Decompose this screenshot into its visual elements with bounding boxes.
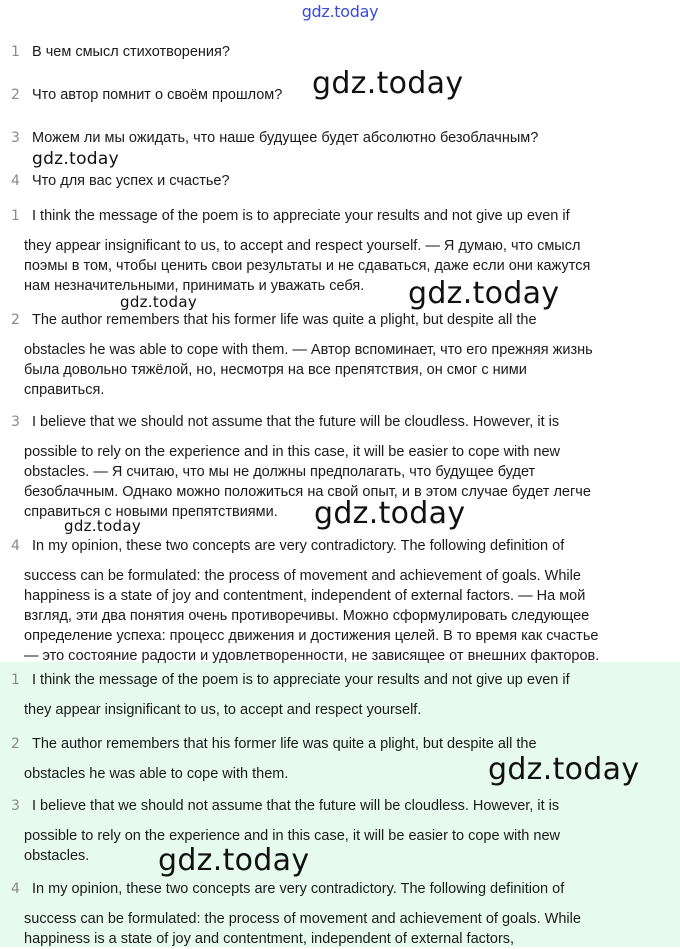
answer-number: 4: [11, 881, 20, 897]
question-text: Что для вас успех и счастье?: [32, 173, 230, 189]
answer-line: possible to rely on the experience and in this case, it will be easier to cope with new: [24, 828, 560, 844]
answer-number: 1: [11, 672, 20, 688]
answer-body: [24, 826, 676, 866]
answer-number: 1: [11, 208, 20, 224]
answer-line: нам незначительными, принимать и уважать себя.: [24, 278, 365, 294]
watermark: gdz.today: [158, 843, 310, 878]
answer-first-line: In my opinion, these two concepts are very contradictory. The following definition of: [32, 538, 565, 554]
answer-line: — это состояние радости и удовлетворенности, не зависящее от внешних факторов.: [24, 648, 600, 664]
answer-number: 2: [11, 736, 20, 752]
answer-body: [24, 236, 676, 296]
answer-number: 3: [11, 798, 20, 814]
answer-line: взгляд, эти два понятия очень противоречивы. Можно сформулировать следующее: [24, 608, 590, 624]
answer-line: справиться.: [24, 382, 105, 398]
question-number: 1: [11, 44, 20, 60]
watermark: gdz.today: [64, 517, 142, 535]
answer-number: 2: [11, 312, 20, 328]
answer-first-line: The author remembers that his former life was quite a plight, but despite all the: [32, 736, 537, 752]
answer-body: [24, 700, 676, 720]
answer-line: справиться с новыми препятствиями.: [24, 504, 278, 520]
answer-line: obstacles. — Я считаю, что мы не должны предполагать, что будущее будет: [24, 464, 536, 480]
answer-first-line: The author remembers that his former life was quite a plight, but despite all the: [32, 312, 537, 328]
answer-line: they appear insignificant to us, to accept and respect yourself.: [24, 702, 422, 718]
answer-line: obstacles he was able to cope with them.: [24, 766, 289, 782]
answer-body: [24, 909, 676, 949]
answer-line: obstacles.: [24, 848, 90, 864]
question-number: 2: [11, 87, 20, 103]
answer-line: possible to rely on the experience and in this case, it will be easier to cope with new: [24, 444, 560, 460]
answer-body: [24, 566, 676, 666]
answer-number: 3: [11, 414, 20, 430]
question-text: В чем смысл стихотворения?: [32, 44, 230, 60]
answer-first-line: I believe that we should not assume that the future will be cloudless. However, it is: [32, 798, 560, 814]
answer-first-line: I believe that we should not assume that the future will be cloudless. However, it is: [32, 414, 560, 430]
answer-line: success can be formulated: the process of movement and achievement of goals. While: [24, 568, 581, 584]
answer-first-line: I think the message of the poem is to appreciate your results and not give up even if: [32, 208, 570, 224]
watermark: gdz.today: [32, 149, 119, 169]
watermark: gdz.today: [312, 66, 464, 101]
answer-first-line: In my opinion, these two concepts are very contradictory. The following definition of: [32, 881, 565, 897]
answer-line: happiness is a state of joy and contentment, independent of external factors,: [24, 931, 515, 947]
answer-body: [24, 340, 676, 400]
question-number: 4: [11, 173, 20, 189]
answer-line: безоблачным. Однако можно положиться на свой опыт, и в этом случае будет легче: [24, 484, 591, 500]
watermark: gdz.today: [120, 293, 198, 311]
answer-first-line: I think the message of the poem is to appreciate your results and not give up even if: [32, 672, 570, 688]
question-text: Что автор помнит о своём прошлом?: [32, 87, 283, 103]
watermark: gdz.today: [314, 496, 466, 531]
answer-line: success can be formulated: the process of movement and achievement of goals. While: [24, 911, 581, 927]
answer-number: 4: [11, 538, 20, 554]
answer-line: obstacles he was able to cope with them. — Автор вспоминает, что его прежняя жизнь: [24, 342, 593, 358]
answer-line: happiness is a state of joy and contentment, independent of external factors. — На мой: [24, 588, 586, 604]
answer-line: поэмы в том, чтобы ценить свои результаты и не сдаваться, даже если они кажутся: [24, 258, 591, 274]
question-number: 3: [11, 130, 20, 146]
answer-line: была довольно тяжёлой, но, несмотря на все препятствия, он смог с ними: [24, 362, 527, 378]
watermark: gdz.today: [488, 752, 640, 787]
watermark-top: gdz.today: [301, 2, 379, 21]
answer-line: определение успеха: процесс движения и достижения целей. В то время как счастье: [24, 628, 599, 644]
watermark: gdz.today: [408, 276, 560, 311]
question-text: Можем ли мы ожидать, что наше будущее будет абсолютно безоблачным?: [32, 130, 539, 146]
answer-line: they appear insignificant to us, to accept and respect yourself. — Я думаю, что смысл: [24, 238, 581, 254]
